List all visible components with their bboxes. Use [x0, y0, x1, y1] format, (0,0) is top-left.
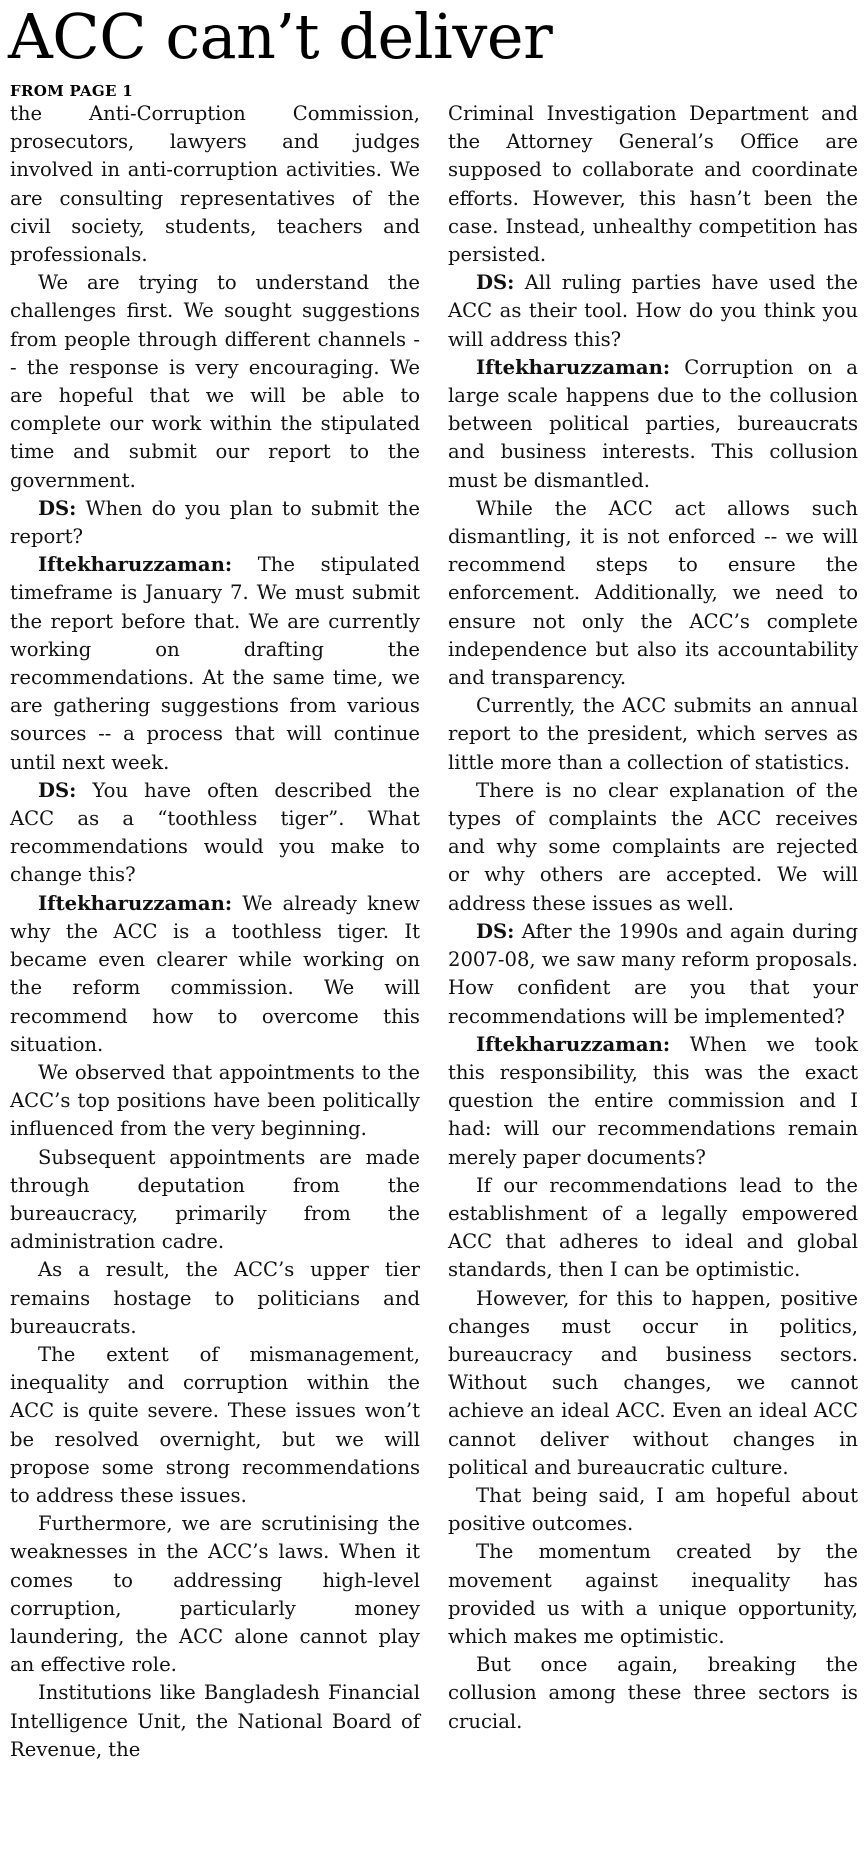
article-paragraph — [448, 269, 858, 354]
article-paragraph — [10, 1341, 420, 1510]
article-column-left — [10, 100, 420, 1764]
article-paragraph — [448, 1172, 858, 1285]
paragraph-text: All ruling parties have used the ACC as their tool. How do you think you will address this? — [448, 271, 858, 351]
continuation-kicker: FROM PAGE 1 — [10, 82, 134, 100]
paragraph-text: However, for this to happen, positive changes must occur in politics, bureaucracy and business sectors. Without such changes, we cannot achieve an ideal ACC. Even an ideal ACC cannot deliver without changes in political and bureaucratic culture. — [448, 1286, 858, 1479]
paragraph-text: While the ACC act allows such dismantling, it is not enforced -- we will recommend steps to ensure the enforcement. Additionally, we need to ensure not only the ACC’s complete independence but also its accountability and transparency. — [448, 496, 858, 690]
paragraph-text: When we took this responsibility, this was the exact question the entire commission and I had: will our recommendations remain merely paper documents? — [448, 1032, 858, 1169]
article-paragraph — [10, 100, 420, 269]
paragraph-text: Currently, the ACC submits an annual report to the president, which serves as little more than a collection of statistics. — [448, 694, 858, 774]
article-paragraph — [10, 1059, 420, 1144]
article-paragraph — [448, 777, 858, 918]
paragraph-text: You have often described the ACC as a “toothless tiger”. What recommendations would you make to change this? — [10, 778, 420, 887]
speaker-label: Iftekharuzzaman: — [476, 1032, 671, 1056]
article-paragraph — [448, 100, 858, 269]
article-paragraph — [10, 890, 420, 1059]
paragraph-text: We are trying to understand the challenges first. We sought suggestions from people through different channels -- the response is very encouraging. We are hopeful that we will be able to complete our work within the stipulated time and submit our report to the government. — [10, 271, 420, 492]
paragraph-text: The extent of mismanagement, inequality and corruption within the ACC is quite severe. These issues won’t be resolved overnight, but we will propose some strong recommendations to address these issues. — [10, 1342, 420, 1507]
paragraph-text: Furthermore, we are scrutinising the weaknesses in the ACC’s laws. When it comes to addressing high-level corruption, particularly money laundering, the ACC alone cannot play an effective role. — [10, 1512, 420, 1677]
article-paragraph — [10, 269, 420, 495]
paragraph-text: Criminal Investigation Department and the Attorney General’s Office are supposed to collaborate and coordinate efforts. However, this hasn’t been the case. Instead, unhealthy competition has persisted. — [448, 102, 858, 267]
article-paragraph — [448, 1538, 858, 1651]
article-paragraph — [448, 1285, 858, 1482]
article-paragraph — [448, 1651, 858, 1736]
paragraph-text: Subsequent appointments are made through deputation from the bureaucracy, primarily from the administration cadre. — [10, 1145, 420, 1254]
article-column-right — [448, 100, 858, 1736]
article-paragraph — [448, 1031, 858, 1172]
article-paragraph — [10, 1256, 420, 1341]
paragraph-text: If our recommendations lead to the establishment of a legally empowered ACC that adheres to ideal and global standards, then I can be optimistic. — [448, 1173, 858, 1282]
article-paragraph — [10, 1510, 420, 1679]
article-paragraph — [10, 551, 420, 777]
speaker-label: DS: — [476, 271, 515, 295]
article-headline: ACC can’t deliver — [8, 0, 553, 73]
speaker-label: DS: — [38, 778, 77, 802]
paragraph-text: But once again, breaking the collusion among these three sectors is crucial. — [448, 1653, 858, 1733]
article-paragraph — [10, 1144, 420, 1257]
paragraph-text: That being said, I am hopeful about positive outcomes. — [448, 1483, 858, 1536]
article-paragraph — [448, 918, 858, 1031]
paragraph-text: We observed that appointments to the ACC’s top positions have been politically influenced from the very beginning. — [10, 1060, 420, 1141]
paragraph-text: Institutions like Bangladesh Financial Intelligence Unit, the National Board of Revenue, the — [10, 1681, 420, 1761]
speaker-label: DS: — [476, 919, 515, 943]
article-paragraph — [448, 495, 858, 692]
article-paragraph — [448, 692, 858, 777]
paragraph-text: As a result, the ACC’s upper tier remains hostage to politicians and bureaucrats. — [10, 1258, 420, 1338]
speaker-label: Iftekharuzzaman: — [476, 355, 671, 379]
article-paragraph — [448, 1482, 858, 1538]
paragraph-text: The momentum created by the movement against inequality has provided us with a unique opportunity, which makes me optimistic. — [448, 1540, 858, 1648]
article-paragraph — [10, 777, 420, 890]
article-paragraph — [448, 354, 858, 495]
speaker-label: DS: — [38, 496, 77, 520]
paragraph-text: Corruption on a large scale happens due to the collusion between political parties, bureaucrats and business interests. This collusion must be dismantled. — [448, 355, 858, 492]
paragraph-text: The stipulated timeframe is January 7. We must submit the report before that. We are currently working on drafting the recommendations. At the same time, we are gathering suggestions from various sources -- a process that will continue until next week. — [10, 553, 420, 774]
paragraph-text: When do you plan to submit the report? — [10, 496, 420, 549]
article-paragraph — [10, 495, 420, 551]
paragraph-text: After the 1990s and again during 2007-08, we saw many reform proposals. How confident are you that your recommendations will be implemented? — [448, 919, 858, 1028]
speaker-label: Iftekharuzzaman: — [38, 891, 233, 915]
speaker-label: Iftekharuzzaman: — [38, 553, 233, 577]
article-paragraph — [10, 1679, 420, 1764]
paragraph-text: There is no clear explanation of the types of complaints the ACC receives and why some complaints are rejected or why others are accepted. We will address these issues as well. — [448, 778, 858, 915]
paragraph-text: the Anti-Corruption Commission, prosecutors, lawyers and judges involved in anti-corruption activities. We are consulting representatives of the civil society, students, teachers and professionals. — [10, 102, 420, 267]
paragraph-text: We already knew why the ACC is a toothless tiger. It became even clearer while working on the reform commission. We will recommend how to overcome this situation. — [10, 891, 420, 1056]
